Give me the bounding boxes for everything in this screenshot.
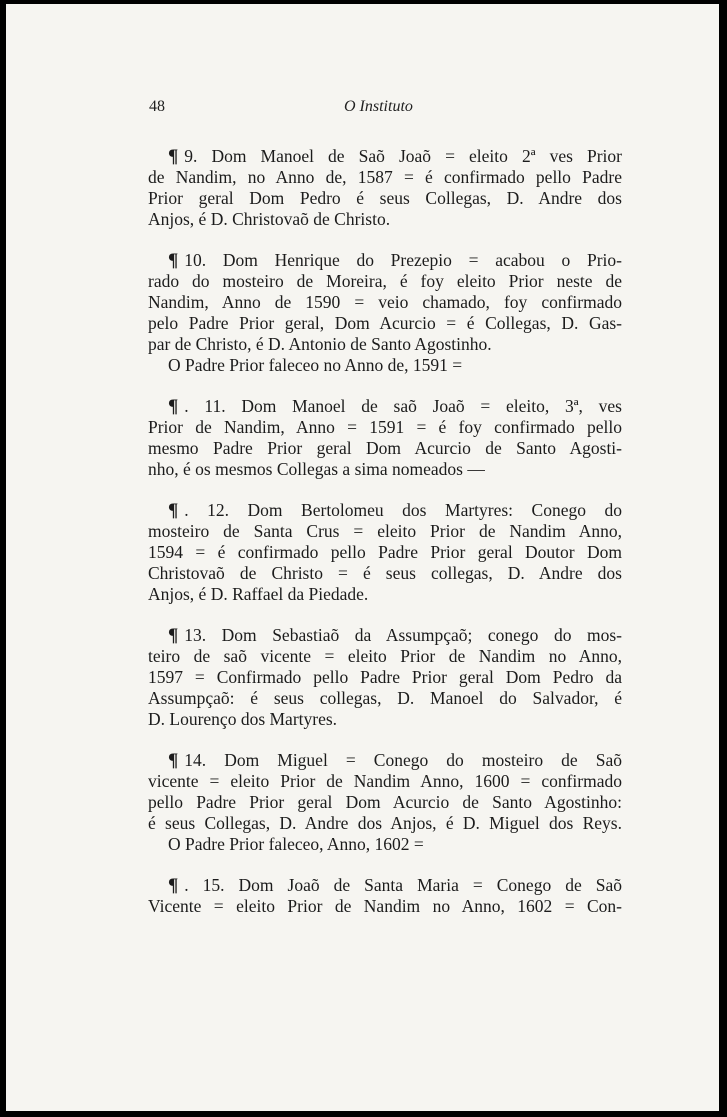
page-number: 48 [149,98,165,115]
text-line: 1594 = é confirmado pello Padre Prior geral Doutor Dom [148,542,622,562]
entry-12 [148,500,622,605]
entry-11 [148,396,622,480]
text-line: é seus Collegas, D. Andre dos Anjos, é D. Miguel dos Reys. [148,813,622,833]
text-line: ¶ 9. Dom Manoel de Saõ Joaõ = eleito 2ª ves Prior [168,146,622,167]
entry-9 [148,146,622,230]
pilcrow-icon: ¶ [168,500,179,521]
text-line: nho, é os mesmos Collegas a sima nomeados — [148,459,485,479]
text-line: mesmo Padre Prior geral Dom Acurcio de Santo Agosti- [148,438,622,458]
text-line: Anjos, é D. Christovaõ de Christo. [148,209,391,229]
text-line: Vicente = eleito Prior de Nandim no Anno, 1602 = Con- [148,896,622,916]
entry-15 [148,875,622,917]
body-text [148,146,622,937]
text-line: ¶ 14. Dom Miguel = Conego do mosteiro de Saõ [168,750,622,771]
text-line: Prior geral Dom Pedro é seus Collegas, D. Andre dos [148,188,622,208]
entry-13 [148,625,622,730]
text-line: pelo Padre Prior geral, Dom Acurcio = é Collegas, D. Gas- [148,313,622,333]
text-line: ¶ . 11. Dom Manoel de saõ Joaõ = eleito, 3ª, ves [168,396,622,417]
page [6,4,719,1111]
text-line: ¶ 10. Dom Henrique do Prezepio = acabou o Prio- [168,250,622,271]
text-line: vicente = eleito Prior de Nandim Anno, 1600 = confirmado [148,771,622,791]
text-line: O Padre Prior faleceo, Anno, 1602 = [168,834,424,854]
pilcrow-icon: ¶ [168,750,179,771]
text-line: par de Christo, é D. Antonio de Santo Agostinho. [148,334,492,354]
pilcrow-icon: ¶ [168,146,179,167]
text-line: Assumpçaõ: é seus collegas, D. Manoel do Salvador, é [148,688,622,708]
text-line: de Nandim, no Anno de, 1587 = é confirmado pello Padre [148,167,622,187]
text-line: ¶ . 12. Dom Bertolomeu dos Martyres: Conego do [168,500,622,521]
text-line: teiro de saõ vicente = eleito Prior de Nandim no Anno, [148,646,622,666]
text-line: D. Lourenço dos Martyres. [148,709,338,729]
text-line: rado do mosteiro de Moreira, é foy eleito Prior neste de [148,271,622,291]
text-line: Anjos, é D. Raffael da Piedade. [148,584,369,604]
text-line: ¶ . 15. Dom Joaõ de Santa Maria = Conego de Saõ [168,875,622,896]
running-title: O Instituto [344,98,413,115]
text-line: Prior de Nandim, Anno = 1591 = é foy confirmado pello [148,417,622,437]
text-line: ¶ 13. Dom Sebastiaõ da Assumpçaõ; conego do mos- [168,625,622,646]
text-line: 1597 = Confirmado pello Padre Prior geral Dom Pedro da [148,667,622,687]
text-line: Nandim, Anno de 1590 = veio chamado, foy confirmado [148,292,622,312]
entry-10 [148,250,622,376]
entry-14 [148,750,622,855]
pilcrow-icon: ¶ [168,875,179,896]
pilcrow-icon: ¶ [168,625,179,646]
text-line: Christovaõ de Christo = é seus collegas, D. Andre dos [148,563,622,583]
text-line: O Padre Prior faleceo no Anno de, 1591 = [168,355,463,375]
pilcrow-icon: ¶ [168,250,179,271]
text-line: mosteiro de Santa Crus = eleito Prior de Nandim Anno, [148,521,622,541]
text-line: pello Padre Prior geral Dom Acurcio de Santo Agostinho: [148,792,622,812]
pilcrow-icon: ¶ [168,396,179,417]
